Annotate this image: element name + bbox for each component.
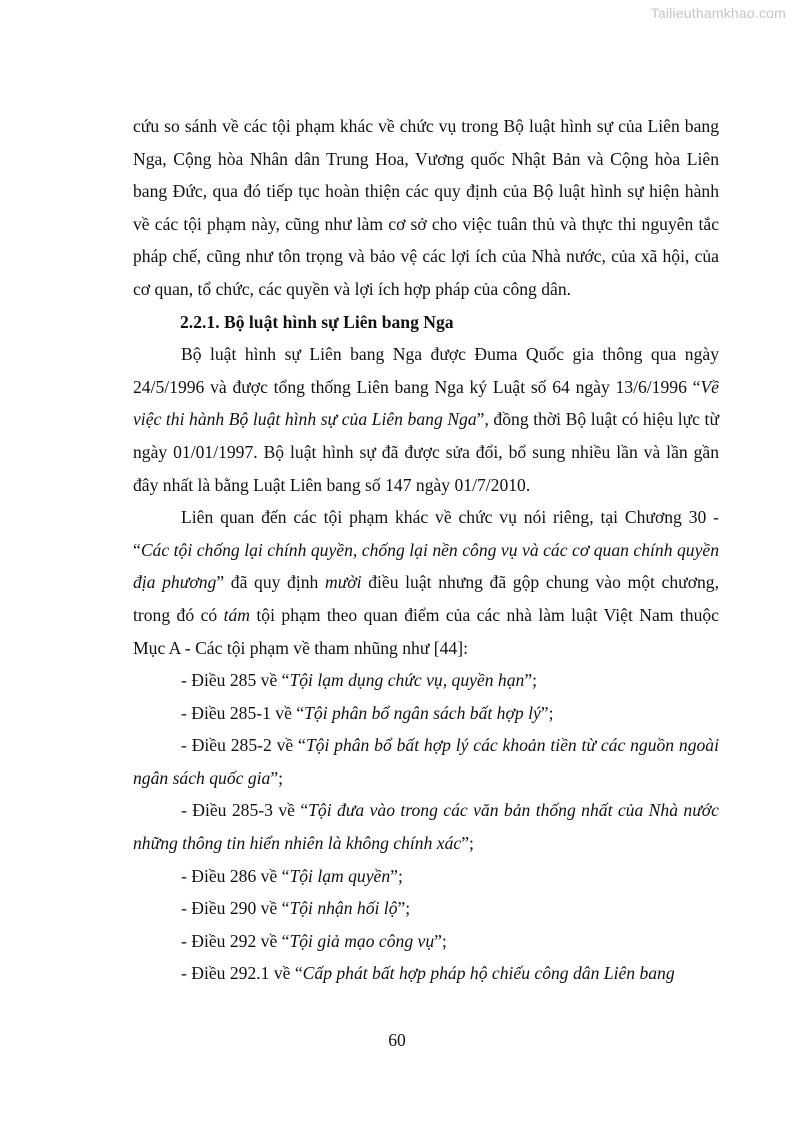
item-suffix: ”; (397, 898, 411, 919)
enactment-text-1: Bộ luật hình sự Liên bang Nga được Đuma Quốc gia thông qua ngày 24/5/1996 và được tổng thống Liên bang Nga ký Luật số 64 ngày 13/6/1996 “ (133, 344, 719, 397)
item-suffix: ”; (540, 702, 554, 723)
section-heading: 2.2.1. Bộ luật hình sự Liên bang Nga (180, 311, 454, 332)
item-prefix: - Điều 290 về “ (181, 898, 290, 919)
paragraph-enactment (133, 338, 719, 501)
intro-paragraph: cứu so sánh về các tội phạm khác về chức vụ trong Bộ luật hình sự của Liên bang Nga, Cộng hòa Nhân dân Trung Hoa, Vương quốc Nhật Bản và Cộng hòa Liên bang Đức, qua đó tiếp tục hoàn thiện các quy định của Bộ luật hình sự hiện hành về các tội phạm này, cũng như làm cơ sở cho việc tuân thủ và thực thi nguyên tắc pháp chế, cũng như tôn trọng và bảo vệ các lợi ích của Nhà nước, của xã hội, của cơ quan, tổ chức, các quyền và lợi ích hợp pháp của công dân. (133, 116, 719, 299)
item-suffix: ”; (434, 930, 447, 951)
item-suffix: ”; (390, 865, 403, 886)
paragraph-chapter-30 (133, 501, 719, 664)
count-eight: tám (223, 604, 250, 625)
count-ten: mười (324, 572, 362, 593)
item-prefix: - Điều 285-2 về “ (181, 735, 306, 756)
item-crime-name: Cấp phát bất hợp pháp hộ chiếu công dân Liên bang (302, 963, 675, 984)
chapter-text-4: tội phạm theo quan điểm của các nhà làm luật Việt Nam thuộc Mục A - Các tội phạm về tham nhũng như [44]: (133, 604, 719, 658)
list-item (133, 957, 719, 990)
page-number: 60 (388, 1030, 406, 1050)
item-prefix: - Điều 285-3 về “ (181, 800, 309, 821)
item-suffix: ”; (461, 833, 474, 854)
item-crime-name: Tội nhận hối lộ (289, 898, 398, 919)
list-item (133, 860, 719, 893)
item-suffix: ”; (524, 670, 538, 691)
item-crime-name: Tội phân bổ bất hợp lý các khoản tiền từ các nguồn ngoài ngân sách quốc gia (133, 735, 719, 788)
list-item (133, 794, 719, 859)
chapter-text-3: điều luật nhưng đã gộp chung vào một chương, trong đó có (133, 572, 719, 625)
chapter-text-1: Liên quan đến các tội phạm khác về chức vụ nói riêng, tại Chương 30 - “ (133, 507, 719, 560)
item-crime-name: Tội lạm quyền (289, 865, 391, 886)
list-item (133, 925, 719, 958)
item-prefix: - Điều 292 về “ (181, 930, 290, 951)
item-suffix: ”; (270, 767, 284, 788)
item-prefix: - Điều 285-1 về “ (181, 702, 305, 723)
enactment-text-2: ”, đồng thời Bộ luật có hiệu lực từ ngày 01/01/1997. Bộ luật hình sự đã được sửa đổi, bổ sung nhiều lần và lần gần đây nhất là bằng Luật Liên bang số 147 ngày 01/7/2010. (133, 409, 719, 495)
list-item (133, 697, 719, 730)
item-crime-name: Tội đưa vào trong các văn bản thống nhất của Nhà nước những thông tin hiển nhiên là không chính xác (133, 800, 719, 854)
list-item (133, 892, 719, 925)
item-crime-name: Tội lạm dụng chức vụ, quyền hạn (289, 670, 525, 691)
chapter-text-2: ” đã quy định (216, 572, 325, 593)
document-body (133, 110, 719, 990)
item-prefix: - Điều 286 về “ (181, 865, 290, 886)
list-item (133, 729, 719, 794)
list-item (133, 664, 719, 697)
item-crime-name: Tội giả mạo công vụ (289, 930, 435, 951)
item-prefix: - Điều 285 về “ (181, 670, 290, 691)
item-crime-name: Tội phân bổ ngân sách bất hợp lý (304, 702, 541, 723)
law-title: Về việc thi hành Bộ luật hình sự của Liên bang Nga (133, 376, 719, 430)
item-prefix: - Điều 292.1 về “ (181, 963, 303, 984)
watermark-text: Tailieuthamkhao.com (650, 5, 786, 21)
chapter-title: Các tội chống lại chính quyền, chống lại nền công vụ và các cơ quan chính quyền địa phương (133, 539, 719, 593)
